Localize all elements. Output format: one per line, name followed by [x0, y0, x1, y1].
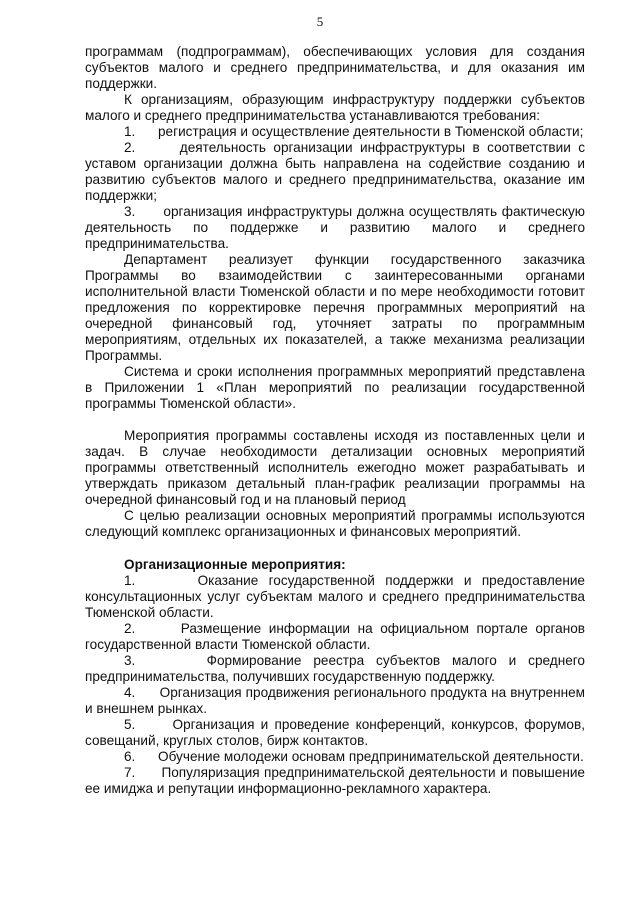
requirement-item-1: 1. регистрация и осуществление деятельности в Тюменской области; — [124, 124, 584, 139]
blank-line — [85, 540, 585, 557]
page-number: 5 — [316, 14, 324, 29]
paragraph-requirements-intro: К организациям, образующим инфраструктуру поддержки субъектов малого и среднего предпринимательства устанавливаются требования: — [85, 92, 585, 123]
organizational-measures-list — [85, 573, 585, 797]
document-body — [85, 44, 585, 797]
paragraph-continuation: программам (подпрограммам), обеспечивающих условия для создания субъектов малого и среднего предпринимательства, и для оказания им поддержки. — [85, 44, 585, 91]
list-item: 5. Организация и проведение конференций, конкурсов, форумов, совещаний, круглых столов, бирж контактов. — [85, 717, 585, 748]
paragraph-department: Департамент реализует функции государственного заказчика Программы во взаимодействии с заинтересованными органами исполнительной власти Тюменской области и по мере необходимости готовит предложения по корректировке перечня программных мероприятий на очередной финансовый год, уточняет затраты по программным мероприятиям, отдельных их показателей, а также механизма реализации Программы. — [85, 252, 585, 363]
list-item: 1. Оказание государственной поддержки и предоставление консультационных услуг субъектам малого и среднего предпринимательства Тюменской области. — [85, 573, 585, 620]
list-item: 4. Организация продвижения регионального продукта на внутреннем и внешнем рынках. — [85, 685, 585, 716]
requirement-item-2: 2. деятельность организации инфраструктуры в соответствии с уставом организации должна быть направлена на содействие созданию и развитию субъектов малого и среднего предпринимательства, оказание им поддержки; — [85, 140, 585, 203]
blank-line — [85, 412, 585, 428]
paragraph-system-terms: Система и сроки исполнения программных мероприятий представлена в Приложении 1 «План мероприятий по реализации государственной программы Тюменской области». — [85, 364, 585, 411]
list-item: 6. Обучение молодежи основам предпринимательской деятельности. — [124, 749, 584, 764]
list-item: 2. Размещение информации на официальном портале органов государственной власти Тюменской области. — [85, 621, 585, 652]
section-heading: Организационные мероприятия: — [124, 557, 346, 572]
paragraph-complex-measures: С целью реализации основных мероприятий программы используются следующий комплекс организационных и финансовых мероприятий. — [85, 508, 585, 539]
paragraph-program-measures: Мероприятия программы составлены исходя из поставленных цели и задач. В случае необходимости детализации основных мероприятий программы ответственный исполнитель ежегодно может разрабатывать и утверждать приказом детальный план-график реализации программы на очередной финансовый год и на плановый период — [85, 428, 585, 507]
list-item: 7. Популяризация предпринимательской деятельности и повышение ее имиджа и репутации информационно-рекламного характера. — [85, 765, 585, 796]
requirement-item-3: 3. организация инфраструктуры должна осуществлять фактическую деятельность по поддержке и развитию малого и среднего предпринимательства. — [85, 204, 585, 251]
list-item: 3. Формирование реестра субъектов малого и среднего предпринимательства, получивших государственную поддержку. — [85, 653, 585, 684]
